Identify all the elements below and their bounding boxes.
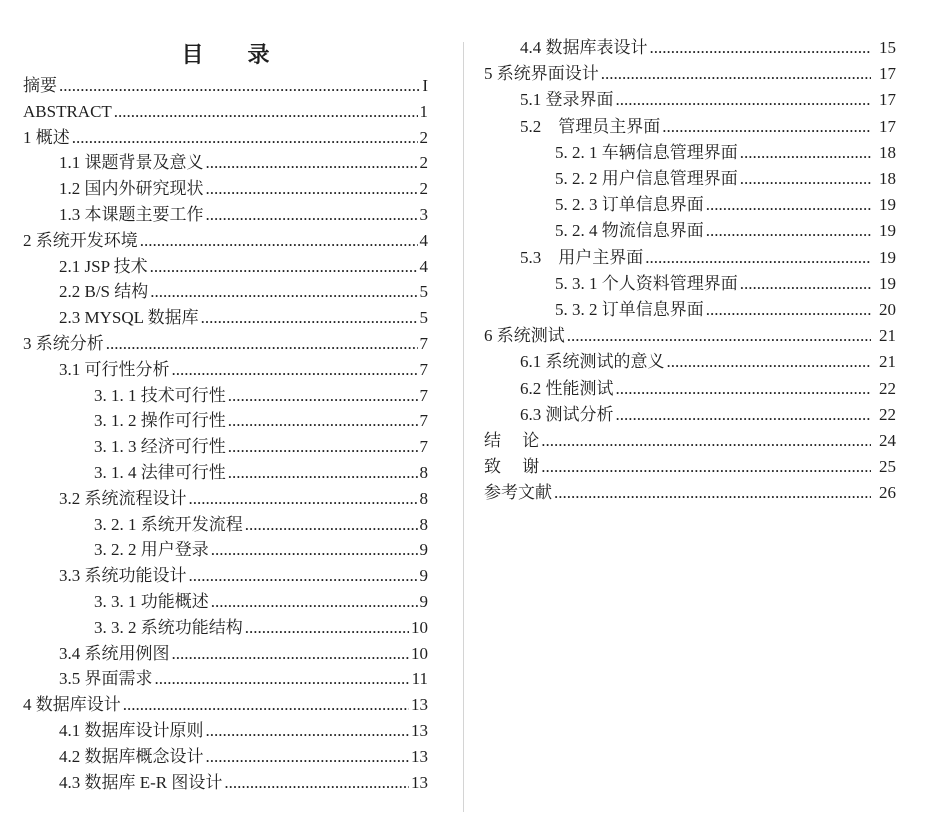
dot-leader [155, 666, 410, 692]
toc-entry-label: 3. 1. 1 技术可行性 [94, 385, 226, 405]
toc-entry-page: 13 [411, 746, 428, 766]
toc-right-rows [484, 35, 896, 507]
toc-entry [484, 245, 896, 271]
toc-entry [484, 349, 896, 375]
toc-entry-label: 6.2 性能测试 [520, 378, 614, 398]
toc-entry [23, 408, 428, 434]
toc-entry-page: 24 [879, 431, 896, 451]
toc-entry-label: 3. 3. 2 系统功能结构 [94, 617, 243, 637]
toc-entry-page: 25 [879, 457, 896, 477]
dot-leader [662, 114, 871, 140]
toc-entry [23, 383, 428, 409]
toc-entry-label: 5.3 用户主界面 [520, 247, 644, 267]
toc-entry-label: 3. 2. 1 系统开发流程 [94, 514, 243, 534]
toc-entry-page: 4 [419, 256, 428, 276]
dot-leader [616, 87, 872, 113]
dot-leader [150, 279, 417, 305]
dot-leader [616, 402, 872, 428]
toc-entry-label: 3. 3. 1 功能概述 [94, 591, 209, 611]
toc-entry-page: 19 [879, 221, 896, 241]
toc-entry-label: 3. 1. 4 法律可行性 [94, 462, 226, 482]
dot-leader [228, 383, 418, 409]
dot-leader [740, 140, 871, 166]
toc-entry-label: 5. 3. 2 订单信息界面 [555, 300, 704, 320]
toc-entry [484, 166, 896, 192]
dot-leader [189, 563, 418, 589]
toc-entry-label: 4.2 数据库概念设计 [59, 746, 204, 766]
toc-entry-page: 8 [419, 514, 428, 534]
toc-entry-label: 2 系统开发环境 [23, 230, 138, 250]
toc-entry-page: 13 [411, 772, 428, 792]
toc-entry-page: 17 [879, 64, 896, 84]
dot-leader [706, 297, 871, 323]
dot-leader [554, 480, 871, 506]
toc-entry-page: 2 [419, 179, 428, 199]
dot-leader [59, 73, 420, 99]
toc-entry-page: 26 [879, 483, 896, 503]
toc-entry-label: 3.3 系统功能设计 [59, 566, 187, 586]
toc-entry [23, 176, 428, 202]
toc-entry-page: 9 [419, 540, 428, 560]
toc-entry-page: 20 [879, 300, 896, 320]
toc-entry [23, 770, 428, 796]
toc-entry-page: 8 [419, 462, 428, 482]
toc-entry [484, 402, 896, 428]
toc-entry-label: 6 系统测试 [484, 326, 565, 346]
toc-entry-page: 19 [879, 195, 896, 215]
toc-entry-page: 7 [419, 359, 428, 379]
toc-entry [23, 99, 428, 125]
toc-entry [23, 460, 428, 486]
toc-left-rows [23, 73, 428, 795]
dot-leader [245, 512, 418, 538]
toc-entry [484, 218, 896, 244]
toc-left-column [23, 0, 428, 795]
dot-leader [245, 615, 409, 641]
toc-entry-page: 9 [419, 566, 428, 586]
toc-entry-label: 5. 2. 1 车辆信息管理界面 [555, 142, 738, 162]
toc-entry [23, 73, 428, 99]
dot-leader [211, 589, 418, 615]
dot-leader [541, 428, 871, 454]
toc-entry-label: 3.4 系统用例图 [59, 643, 170, 663]
toc-entry-label: 2.2 B/S 结构 [59, 282, 149, 302]
dot-leader [189, 486, 418, 512]
toc-entry-label: 3. 2. 2 用户登录 [94, 540, 209, 560]
toc-entry-page: 18 [879, 169, 896, 189]
toc-entry [484, 35, 896, 61]
toc-entry-label: 6.3 测试分析 [520, 404, 614, 424]
toc-entry [23, 692, 428, 718]
toc-entry-label: 3.2 系统流程设计 [59, 488, 187, 508]
toc-entry-label: 4.3 数据库 E-R 图设计 [59, 772, 223, 792]
toc-entry [484, 480, 896, 506]
dot-leader [740, 166, 871, 192]
dot-leader [172, 641, 410, 667]
toc-entry-page: 18 [879, 142, 896, 162]
toc-entry [23, 279, 428, 305]
toc-entry [484, 140, 896, 166]
toc-entry-label: 1.1 课题背景及意义 [59, 153, 204, 173]
toc-entry [484, 87, 896, 113]
toc-entry [23, 486, 428, 512]
dot-leader [206, 744, 410, 770]
toc-entry-label: 3. 1. 3 经济可行性 [94, 437, 226, 457]
dot-leader [224, 770, 409, 796]
toc-entry-page: 13 [411, 720, 428, 740]
toc-entry-page: 21 [879, 352, 896, 372]
dot-leader [706, 218, 871, 244]
toc-entry-page: 22 [879, 378, 896, 398]
toc-entry-label: 3.1 可行性分析 [59, 359, 170, 379]
toc-entry-page: 21 [879, 326, 896, 346]
toc-entry [23, 125, 428, 151]
dot-leader [740, 271, 871, 297]
toc-entry-page: 15 [879, 38, 896, 57]
toc-entry [23, 228, 428, 254]
toc-entry [484, 297, 896, 323]
dot-leader [567, 323, 871, 349]
toc-entry-label: 4.1 数据库设计原则 [59, 720, 204, 740]
toc-entry [484, 192, 896, 218]
toc-entry-page: 7 [419, 411, 428, 431]
toc-entry [23, 512, 428, 538]
toc-entry [23, 718, 428, 744]
toc-entry [484, 454, 896, 480]
toc-entry-label: 2.1 JSP 技术 [59, 256, 148, 276]
toc-entry [484, 428, 896, 454]
toc-entry-page: 3 [419, 204, 428, 224]
dot-leader [206, 150, 418, 176]
toc-entry-label: 6.1 系统测试的意义 [520, 352, 665, 372]
toc-right-column [484, 0, 896, 507]
toc-entry-page: 2 [419, 127, 428, 147]
dot-leader [601, 61, 871, 87]
toc-entry-page: 17 [879, 90, 896, 110]
toc-entry-page: 1 [419, 101, 428, 121]
toc-entry [23, 254, 428, 280]
dot-leader [211, 537, 418, 563]
toc-entry [484, 114, 896, 140]
toc-entry [23, 563, 428, 589]
toc-entry-label: ABSTRACT [23, 101, 112, 121]
dot-leader [650, 35, 872, 61]
toc-entry-page: 17 [879, 116, 896, 136]
toc-entry [23, 202, 428, 228]
dot-leader [114, 99, 418, 125]
dot-leader [541, 454, 871, 480]
toc-entry-label: 5. 2. 2 用户信息管理界面 [555, 169, 738, 189]
toc-entry-page: 7 [419, 437, 428, 457]
column-divider [463, 42, 464, 812]
toc-entry-page: 11 [411, 669, 428, 689]
dot-leader [228, 408, 418, 434]
dot-leader [172, 357, 418, 383]
toc-entry-label: 参考文献 [484, 483, 552, 503]
toc-entry [23, 305, 428, 331]
toc-entry-label: 4 数据库设计 [23, 695, 121, 715]
dot-leader [206, 718, 410, 744]
toc-entry-label: 致 谢 [484, 457, 540, 477]
toc-title: 目 录 [181, 42, 270, 67]
toc-entry-page: 4 [419, 230, 428, 250]
toc-entry-label: 3. 1. 2 操作可行性 [94, 411, 226, 431]
toc-entry-page: 8 [419, 488, 428, 508]
toc-entry-label: 结 论 [484, 431, 540, 451]
dot-leader [106, 331, 418, 357]
dot-leader [667, 349, 872, 375]
toc-entry-label: 5.1 登录界面 [520, 90, 614, 110]
toc-entry [23, 641, 428, 667]
dot-leader [228, 434, 418, 460]
toc-entry [484, 61, 896, 87]
toc-entry-label: 1.2 国内外研究现状 [59, 179, 204, 199]
toc-entry [23, 150, 428, 176]
toc-entry-label: 摘要 [23, 76, 57, 95]
toc-entry-label: 5 系统界面设计 [484, 64, 599, 84]
toc-entry-label: 5.2 管理员主界面 [520, 116, 661, 136]
dot-leader [150, 254, 418, 280]
toc-entry [23, 744, 428, 770]
toc-entry-label: 5. 2. 4 物流信息界面 [555, 221, 704, 241]
toc-entry-label: 5. 2. 3 订单信息界面 [555, 195, 704, 215]
toc-entry-label: 5. 3. 1 个人资料管理界面 [555, 273, 738, 293]
dot-leader [72, 125, 418, 151]
toc-entry [23, 537, 428, 563]
toc-entry [23, 589, 428, 615]
toc-entry-page: 7 [419, 385, 428, 405]
toc-entry-label: 1 概述 [23, 127, 70, 147]
dot-leader [140, 228, 418, 254]
toc-entry-page: 22 [879, 404, 896, 424]
dot-leader [616, 376, 872, 402]
toc-entry-page: I [422, 76, 428, 95]
dot-leader [228, 460, 418, 486]
toc-entry-label: 1.3 本课题主要工作 [59, 204, 204, 224]
toc-entry-label: 3.5 界面需求 [59, 669, 153, 689]
toc-entry-page: 10 [411, 643, 428, 663]
toc-entry [23, 357, 428, 383]
dot-leader [201, 305, 418, 331]
dot-leader [645, 245, 871, 271]
toc-entry [484, 271, 896, 297]
dot-leader [706, 192, 871, 218]
toc-entry-page: 2 [419, 153, 428, 173]
toc-entry [23, 615, 428, 641]
toc-entry-page: 10 [411, 617, 428, 637]
toc-entry-page: 19 [879, 247, 896, 267]
toc-entry [484, 376, 896, 402]
toc-entry-label: 3 系统分析 [23, 333, 104, 353]
toc-entry-page: 5 [419, 308, 428, 328]
toc-entry-label: 4.4 数据库表设计 [520, 38, 648, 57]
dot-leader [206, 202, 418, 228]
toc-entry-page: 5 [419, 282, 428, 302]
toc-entry [23, 434, 428, 460]
toc-entry [23, 331, 428, 357]
toc-entry-page: 13 [411, 695, 428, 715]
toc-entry-page: 9 [419, 591, 428, 611]
toc-entry [484, 323, 896, 349]
dot-leader [206, 176, 418, 202]
toc-entry-label: 2.3 MYSQL 数据库 [59, 308, 199, 328]
toc-entry [23, 666, 428, 692]
dot-leader [123, 692, 409, 718]
toc-entry-page: 19 [879, 273, 896, 293]
toc-entry-page: 7 [419, 333, 428, 353]
